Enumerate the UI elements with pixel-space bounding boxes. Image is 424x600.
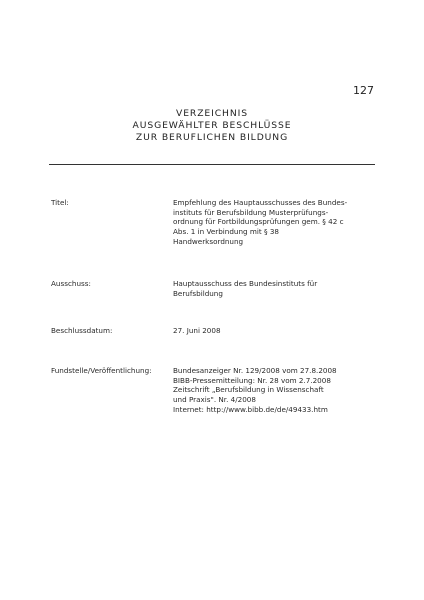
- page-number: 127: [353, 84, 374, 97]
- entry-label-fundstelle: Fundstelle/Veröffentlichung:: [51, 366, 152, 375]
- heading-line-2: AUSGEWÄHLTER BESCHLÜSSE: [132, 120, 292, 131]
- entry-value-titel: [173, 198, 381, 247]
- entry-label-beschlussdatum: Beschlussdatum:: [51, 326, 113, 335]
- value-line: instituts für Berufsbildung Musterprüfungs-: [173, 207, 329, 217]
- value-line: und Praxis". Nr. 4/2008: [173, 395, 256, 405]
- entry-label-ausschuss: Ausschuss:: [51, 279, 91, 288]
- entry-label-titel: Titel:: [51, 198, 69, 207]
- value-line: 27. Juni 2008: [173, 326, 221, 335]
- value-line: Internet: http://www.bibb.de/de/49433.htm: [173, 404, 328, 414]
- value-line: Bundesanzeiger Nr. 129/2008 vom 27.8.2008: [173, 366, 337, 375]
- value-line: BIBB-Pressemitteilung: Nr. 28 vom 2.7.2008: [173, 375, 331, 385]
- value-line: Berufsbildung: [173, 288, 223, 298]
- document-heading: [0, 108, 424, 144]
- entry-value-fundstelle: [173, 366, 381, 415]
- heading-line-3: ZUR BERUFLICHEN BILDUNG: [135, 132, 289, 143]
- value-line: Handwerksordnung: [173, 236, 244, 246]
- value-line: Hauptausschuss des Bundesinstituts für: [173, 279, 318, 288]
- heading-line-1: VERZEICHNIS: [176, 108, 248, 119]
- value-line: Zeitschrift „Berufsbildung in Wissenschaft: [173, 385, 324, 395]
- entry-value-beschlussdatum: [173, 326, 381, 336]
- entry-value-ausschuss: [173, 279, 381, 298]
- heading-divider: [49, 164, 375, 165]
- value-line: Empfehlung des Hauptausschusses des Bundes-: [173, 198, 348, 207]
- value-line: Abs. 1 in Verbindung mit § 38: [173, 227, 279, 237]
- value-line: ordnung für Fortbildungsprüfungen gem. § 42 c: [173, 217, 344, 227]
